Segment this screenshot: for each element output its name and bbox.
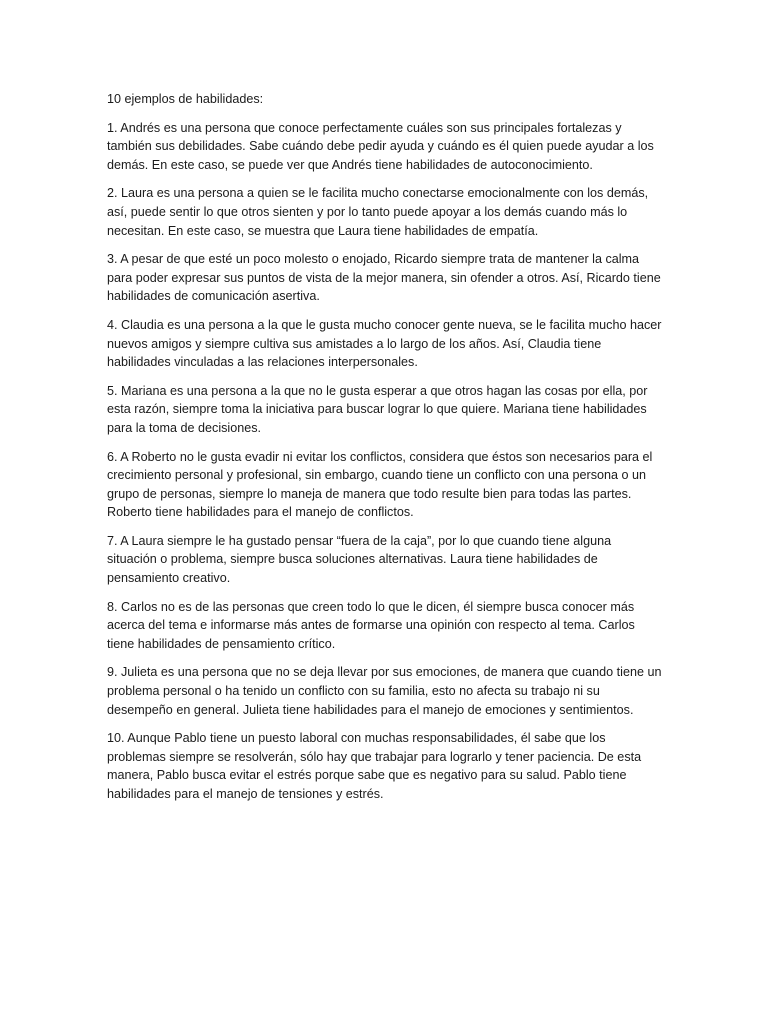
example-paragraph-8: 8. Carlos no es de las personas que creen todo lo que le dicen, él siempre busca conocer más acerca del tema e informarse más antes de formarse una opinión con respecto al tema. Carlos tiene habilidades de pensamiento crítico. — [107, 599, 635, 651]
example-paragraph-1: 1. Andrés es una persona que conoce perfectamente cuáles son sus principales fortalezas y también sus debilidades. Sabe cuándo debe pedir ayuda y cuándo es él quien puede ayudar a los demás. En este caso, se puede ver que Andrés tiene habilidades de autoconocimiento. — [107, 120, 654, 172]
example-paragraph-7: 7. A Laura siempre le ha gustado pensar “fuera de la caja”, por lo que cuando tiene alguna situación o problema, siempre busca soluciones alternativas. Laura tiene habilidades de pensamiento creativo. — [107, 533, 612, 586]
example-paragraph-5: 5. Mariana es una persona a la que no le gusta esperar a que otros hagan las cosas por ella, por esta razón, siempre toma la iniciativa para buscar lograr lo que quiere. Mariana tiene habilidades para la toma de decisiones. — [107, 383, 648, 435]
example-paragraph-2: 2. Laura es una persona a quien se le facilita mucho conectarse emocionalmente con los demás, así, puede sentir lo que otros sienten y por lo tanto puede apoyar a los demás cuando más lo necesitan. En este caso, se muestra que Laura tiene habilidades de empatía. — [107, 186, 649, 238]
example-paragraph-3: 3. A pesar de que esté un poco molesto o enojado, Ricardo siempre trata de mantener la calma para poder expresar sus puntos de vista de la mejor manera, sin ofender a otros. Así, Ricardo tiene habilidades de comunicación asertiva. — [107, 252, 661, 304]
example-paragraph-6: 6. A Roberto no le gusta evadir ni evitar los conflictos, considera que éstos son necesarios para el crecimiento personal y profesional, sin embargo, cuando tiene un conflicto con una persona o un grupo de personas, siempre lo maneja de manera que todo resulte bien para todas las partes. Roberto tiene habilidades para el manejo de conflictos. — [107, 449, 653, 520]
example-paragraph-9: 9. Julieta es una persona que no se deja llevar por sus emociones, de manera que cuando tiene un problema personal o ha tenido un conflicto con su familia, esto no afecta su trabajo ni su desempeño en general. Julieta tiene habilidades para el manejo de emociones y sentimientos. — [107, 665, 662, 717]
document-body — [107, 90, 662, 814]
example-paragraph-10: 10. Aunque Pablo tiene un puesto laboral con muchas responsabilidades, él sabe que los problemas siempre se resolverán, sólo hay que trabajar para lograrlo y tener paciencia. De esta manera, Pablo busca evitar el estrés porque sabe que es negativo para su salud. Pablo tiene habilidades para el manejo de tensiones y estrés. — [107, 731, 642, 801]
example-paragraph-4: 4. Claudia es una persona a la que le gusta mucho conocer gente nueva, se le facilita mucho hacer nuevos amigos y siempre cultiva sus amistades a lo largo de los años. Así, Claudia tiene habilidades vinculadas a las relaciones interpersonales. — [107, 317, 662, 370]
document-heading: 10 ejemplos de habilidades: — [107, 92, 264, 106]
